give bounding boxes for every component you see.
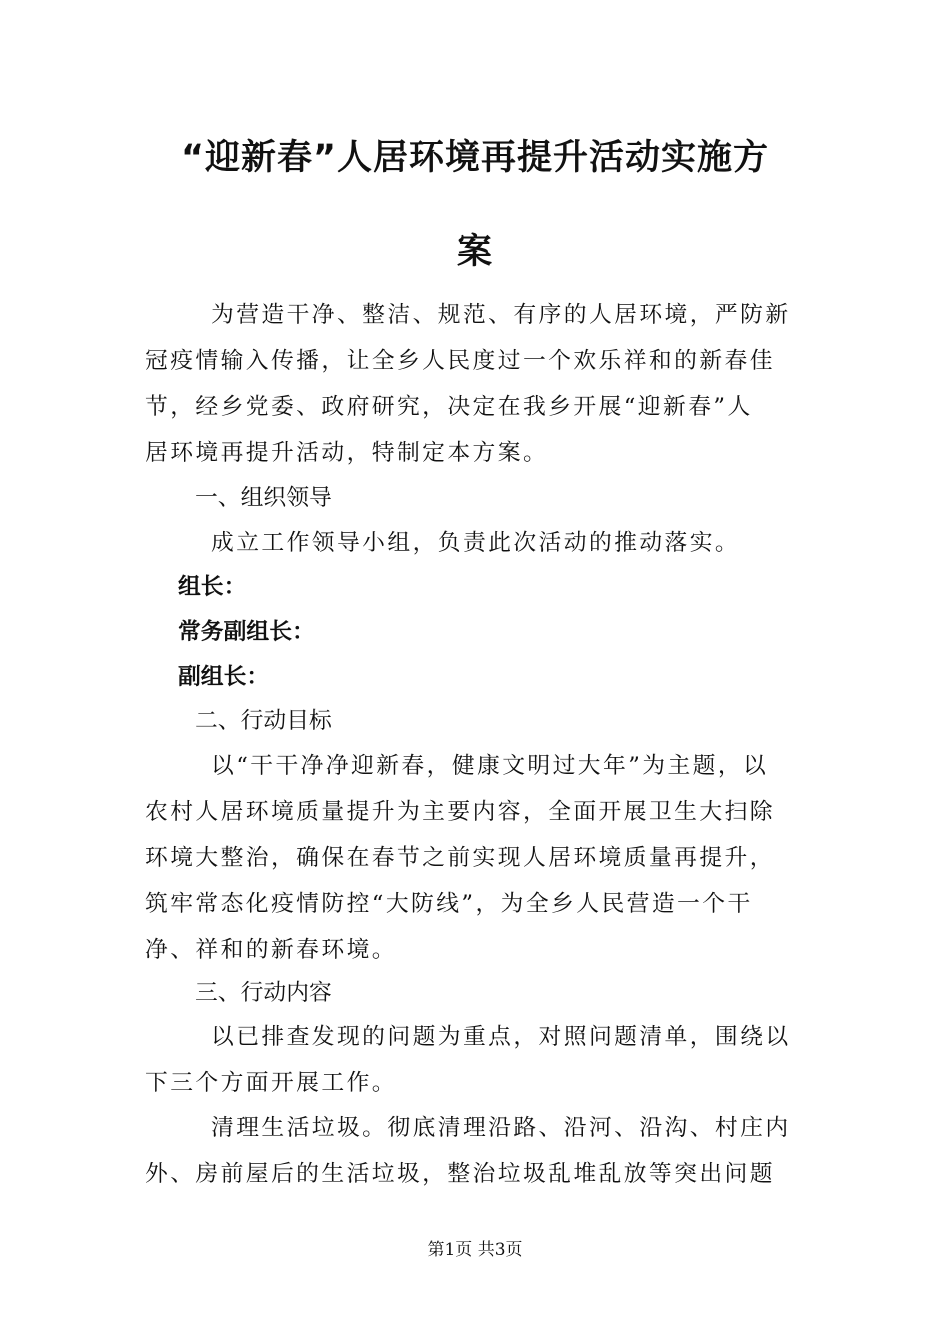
paragraph-line: 冠疫情输入传播，让全乡人民度过一个欢乐祥和的新春佳	[145, 348, 775, 374]
document-title-continued: 案	[456, 232, 493, 272]
paragraph-line: 成立工作领导小组，负责此次活动的推动落实。	[211, 530, 741, 556]
paragraph-line: 节，经乡党委、政府研究，决定在我乡开展“迎新春”人	[145, 394, 753, 420]
paragraph-line: 环境大整治，确保在春节之前实现人居环境质量再提升，	[145, 845, 775, 871]
page-number-footer: 第1页 共3页	[427, 1240, 523, 1260]
executive-deputy-leader-label: 常务副组长：	[178, 619, 315, 645]
leader-label: 组长：	[178, 574, 247, 600]
paragraph-line: 筑牢常态化疫情防控“大防线”，为全乡人民营造一个干	[145, 891, 753, 917]
section3-item1-paragraph	[145, 1105, 805, 1197]
paragraph-line: 农村人居环境质量提升为主要内容，全面开展卫生大扫除	[145, 799, 775, 825]
paragraph-line: 居环境再提升活动，特制定本方案。	[145, 440, 549, 466]
intro-paragraph	[145, 292, 805, 476]
section-heading-goals: 二、行动目标	[195, 708, 332, 734]
section3-paragraph	[145, 1014, 805, 1106]
section-heading-organization: 一、组织领导	[195, 485, 332, 511]
deputy-leader-label: 副组长：	[178, 664, 270, 690]
paragraph-line: 为营造干净、整洁、规范、有序的人居环境，严防新	[211, 302, 791, 328]
section2-paragraph	[145, 743, 805, 973]
paragraph-line: 下三个方面开展工作。	[145, 1070, 397, 1096]
paragraph-line: 净、祥和的新春环境。	[145, 937, 397, 963]
paragraph-line: 清理生活垃圾。彻底清理沿路、沿河、沿沟、村庄内	[211, 1115, 791, 1141]
document-title: “迎新春”人居环境再提升活动实施方	[180, 138, 769, 178]
paragraph-line: 外、房前屋后的生活垃圾，整治垃圾乱堆乱放等突出问题	[145, 1161, 775, 1187]
paragraph-line: 以“干干净净迎新春，健康文明过大年”为主题，以	[211, 753, 769, 779]
section1-paragraph	[145, 520, 805, 566]
section-heading-content: 三、行动内容	[195, 980, 332, 1006]
paragraph-line: 以已排查发现的问题为重点，对照问题清单，围绕以	[211, 1024, 791, 1050]
